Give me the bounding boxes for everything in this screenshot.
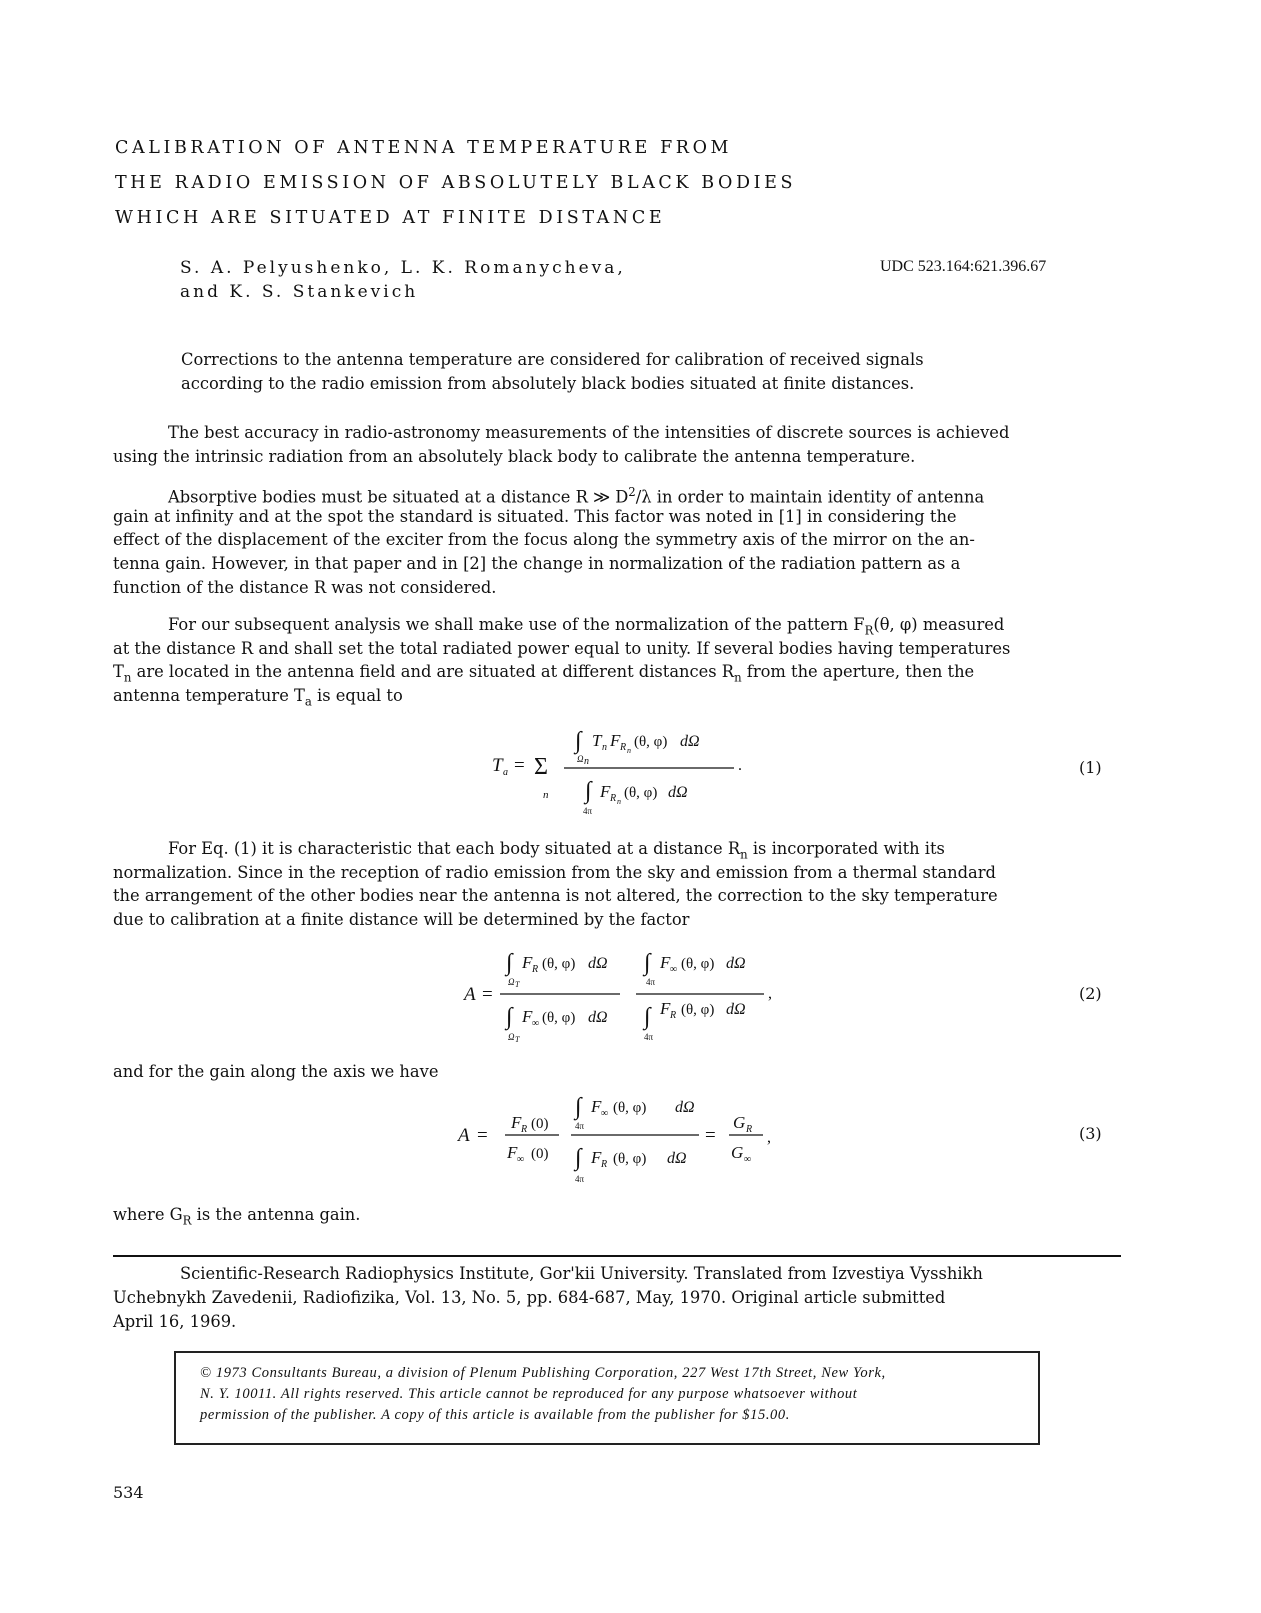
svg-text:Σ: Σ	[534, 754, 548, 780]
svg-text:4π: 4π	[575, 1174, 585, 1184]
text-run: is the antenna gain.	[191, 1205, 361, 1224]
svg-text:dΩ: dΩ	[667, 1150, 687, 1167]
svg-text:A: A	[458, 1125, 470, 1146]
svg-text:∫: ∫	[644, 1004, 651, 1030]
svg-text:∫: ∫	[506, 950, 513, 976]
abstract	[181, 348, 1021, 395]
svg-text:Ω: Ω	[577, 754, 584, 764]
title-line-1: CALIBRATION OF ANTENNA TEMPERATURE FROM	[115, 138, 733, 158]
subscript: a	[304, 694, 312, 709]
svg-text:F: F	[600, 782, 611, 801]
subscript: R	[864, 623, 874, 638]
svg-text:4π: 4π	[646, 977, 656, 987]
svg-text:dΩ: dΩ	[726, 1001, 746, 1018]
svg-text:(θ, φ): (θ, φ)	[613, 1100, 647, 1116]
text-run: is equal to	[311, 686, 403, 706]
svg-text:dΩ: dΩ	[588, 955, 608, 972]
page-number: 534	[113, 1483, 144, 1502]
svg-text:n: n	[543, 789, 549, 801]
equation-1	[480, 718, 780, 818]
paragraph-line	[113, 837, 1118, 861]
svg-text:∫: ∫	[575, 728, 582, 754]
text-run: from the aperture, then the	[741, 662, 975, 682]
svg-text:∞: ∞	[601, 1108, 609, 1119]
svg-text:4π: 4π	[644, 1032, 654, 1042]
svg-text:T: T	[492, 755, 503, 776]
svg-text:n: n	[584, 756, 589, 767]
copyright-line: N. Y. 10011. All rights reserved. This article cannot be reproduced for any purpose whatsoever without	[200, 1386, 858, 1402]
svg-text:∫: ∫	[644, 950, 651, 976]
paragraph-line: the arrangement of the other bodies near the antenna is not altered, the correction to the sky temperature	[113, 886, 998, 906]
authors-line-1: S. A. Pelyushenko, L. K. Romanycheva,	[180, 258, 626, 278]
svg-text:(0): (0)	[531, 1146, 549, 1162]
svg-text:F: F	[522, 1007, 533, 1026]
copyright-box	[174, 1351, 1040, 1445]
text-run: is incorporated with its	[747, 839, 945, 858]
svg-text:F: F	[591, 1148, 602, 1167]
svg-text:.: .	[738, 757, 742, 774]
svg-text:F: F	[660, 953, 671, 972]
footnote-divider	[113, 1255, 1121, 1257]
svg-text:∞: ∞	[744, 1154, 752, 1165]
svg-text:(θ, φ): (θ, φ)	[681, 1002, 715, 1018]
authors-line-2: and K. S. Stankevich	[180, 282, 419, 302]
svg-text:dΩ: dΩ	[675, 1099, 695, 1116]
svg-text:=: =	[482, 984, 493, 1005]
title-line-2: THE RADIO EMISSION OF ABSOLUTELY BLACK BODIES	[115, 173, 797, 193]
svg-text:F: F	[591, 1097, 602, 1116]
paragraph-line	[113, 1203, 1118, 1227]
svg-text:∞: ∞	[517, 1154, 525, 1165]
svg-text:=: =	[705, 1125, 716, 1146]
text-run: antenna temperature T	[113, 686, 305, 706]
svg-text:F: F	[507, 1143, 518, 1162]
svg-text:F: F	[511, 1113, 522, 1132]
svg-text:T: T	[515, 980, 520, 989]
equation-2	[460, 940, 790, 1050]
paragraph-line: The best accuracy in radio-astronomy measurements of the intensities of discrete sources is achieved	[168, 423, 1010, 442]
paragraph-line: at the distance R and shall set the total radiated power equal to unity. If several bodies having temperatures	[113, 638, 1011, 658]
paragraph-line	[113, 660, 1118, 684]
svg-text:F: F	[660, 999, 671, 1018]
paragraph-line: effect of the displacement of the exciter from the focus along the symmetry axis of the mirror on the an-	[113, 530, 975, 550]
superscript: 2	[628, 485, 636, 499]
text-run: where G	[113, 1205, 183, 1224]
svg-text:Ω: Ω	[508, 1032, 515, 1042]
paragraph-line: function of the distance R was not considered.	[113, 577, 497, 597]
svg-text:4π: 4π	[583, 806, 593, 816]
copyright-line: © 1973 Consultants Bureau, a division of Plenum Publishing Corporation, 227 West 17th Street, New York,	[200, 1365, 886, 1381]
text-run: T	[113, 662, 124, 682]
svg-text:∞: ∞	[532, 1018, 540, 1029]
svg-text:=: =	[477, 1125, 488, 1146]
paragraph-1	[113, 421, 1118, 468]
text-run: For Eq. (1) it is characteristic that each body situated at a distance R	[168, 839, 741, 858]
equation-3-number: (3)	[1079, 1124, 1102, 1143]
svg-text:dΩ: dΩ	[726, 955, 746, 972]
udc-code: UDC 523.164:621.396.67	[880, 258, 1047, 275]
svg-text:n: n	[617, 797, 621, 806]
svg-text:a: a	[503, 767, 508, 778]
paragraph-line	[113, 481, 1118, 505]
text-run: (θ, φ) measured	[873, 615, 1005, 634]
svg-text:F: F	[522, 953, 533, 972]
svg-text:Ω: Ω	[508, 977, 515, 987]
svg-text:T: T	[515, 1035, 520, 1044]
copyright-text	[200, 1363, 1020, 1426]
svg-text:,: ,	[767, 1129, 771, 1146]
paragraph-line: due to calibration at a finite distance will be determined by the factor	[113, 910, 690, 930]
footnote-line: Scientific-Research Radiophysics Institute, Gor'kii University. Translated from Izvestiya Vysshikh	[180, 1264, 983, 1283]
svg-text:n: n	[602, 742, 607, 753]
paragraph-line	[113, 684, 1118, 708]
affiliation-footnote	[113, 1262, 983, 1334]
svg-text:R: R	[610, 793, 617, 804]
text-run: For our subsequent analysis we shall make use of the normalization of the pattern F	[168, 615, 865, 634]
svg-text:n: n	[627, 746, 631, 755]
svg-text:R: R	[746, 1124, 753, 1135]
svg-text:(θ, φ): (θ, φ)	[681, 956, 715, 972]
equation-3	[455, 1090, 785, 1190]
svg-text:A: A	[464, 984, 476, 1005]
footnote-line: April 16, 1969.	[113, 1312, 237, 1331]
svg-text:∞: ∞	[670, 964, 678, 975]
svg-text:(θ, φ): (θ, φ)	[613, 1151, 647, 1167]
paragraph-6	[113, 1203, 1118, 1227]
svg-text:(θ, φ): (θ, φ)	[624, 785, 658, 801]
paragraph-5	[113, 1060, 1118, 1084]
paragraph-line: tenna gain. However, in that paper and in [2] the change in normalization of the radiation pattern as a	[113, 554, 961, 574]
svg-text:,: ,	[768, 985, 772, 1002]
svg-text:F: F	[610, 731, 621, 750]
svg-text:G: G	[733, 1113, 746, 1132]
svg-text:(θ, φ): (θ, φ)	[542, 1010, 576, 1026]
paragraph-line: normalization. Since in the reception of radio emission from the sky and emission from a thermal standard	[113, 862, 996, 882]
svg-text:R: R	[620, 742, 627, 753]
title-line-3: WHICH ARE SITUATED AT FINITE DISTANCE	[115, 208, 666, 228]
svg-text:∫: ∫	[575, 1094, 582, 1120]
svg-text:(0): (0)	[531, 1116, 549, 1132]
subscript: n	[734, 670, 742, 685]
abstract-line: according to the radio emission from absolutely black bodies situated at finite distances.	[181, 373, 915, 393]
svg-text:dΩ: dΩ	[588, 1009, 608, 1026]
footnote-line: Uchebnykh Zavedenii, Radiofizika, Vol. 13, No. 5, pp. 684-687, May, 1970. Original article submitted	[113, 1288, 946, 1307]
subscript: n	[740, 847, 748, 862]
text-run: Absorptive bodies must be situated at a distance R ≫ D	[168, 487, 629, 507]
svg-text:(θ, φ): (θ, φ)	[634, 734, 668, 750]
svg-text:R: R	[532, 964, 539, 975]
equation-2-number: (2)	[1079, 984, 1102, 1003]
svg-text:∫: ∫	[506, 1004, 513, 1030]
copyright-line: permission of the publisher. A copy of this article is available from the publisher for $15.00.	[200, 1407, 790, 1423]
svg-text:G: G	[731, 1143, 744, 1162]
svg-text:R: R	[601, 1159, 608, 1170]
svg-text:(θ, φ): (θ, φ)	[542, 956, 576, 972]
paragraph-4	[113, 837, 1118, 932]
svg-text:dΩ: dΩ	[680, 733, 700, 750]
paragraph-3	[113, 613, 1118, 708]
svg-text:=: =	[514, 755, 525, 776]
paragraph-2	[113, 481, 1118, 599]
text-run: /λ in order to maintain identity of antenna	[635, 487, 985, 507]
paragraph-line: and for the gain along the axis we have	[113, 1062, 439, 1081]
svg-text:∫: ∫	[585, 778, 592, 804]
svg-text:∫: ∫	[575, 1145, 582, 1171]
svg-text:R: R	[670, 1010, 677, 1021]
paragraph-line: gain at infinity and at the spot the standard is situated. This factor was noted in [1] in considering the	[113, 506, 957, 526]
paragraph-line	[113, 613, 1118, 637]
svg-text:4π: 4π	[575, 1121, 585, 1131]
abstract-line: Corrections to the antenna temperature are considered for calibration of received signals	[181, 350, 924, 369]
subscript: R	[182, 1213, 192, 1228]
paragraph-line: using the intrinsic radiation from an absolutely black body to calibrate the antenna temperature.	[113, 446, 916, 466]
text-run: are located in the antenna field and are situated at different distances R	[131, 662, 735, 682]
svg-text:dΩ: dΩ	[668, 784, 688, 801]
svg-text:T: T	[592, 731, 602, 750]
equation-1-number: (1)	[1079, 758, 1102, 777]
svg-text:R: R	[521, 1124, 528, 1135]
subscript: n	[123, 670, 132, 685]
